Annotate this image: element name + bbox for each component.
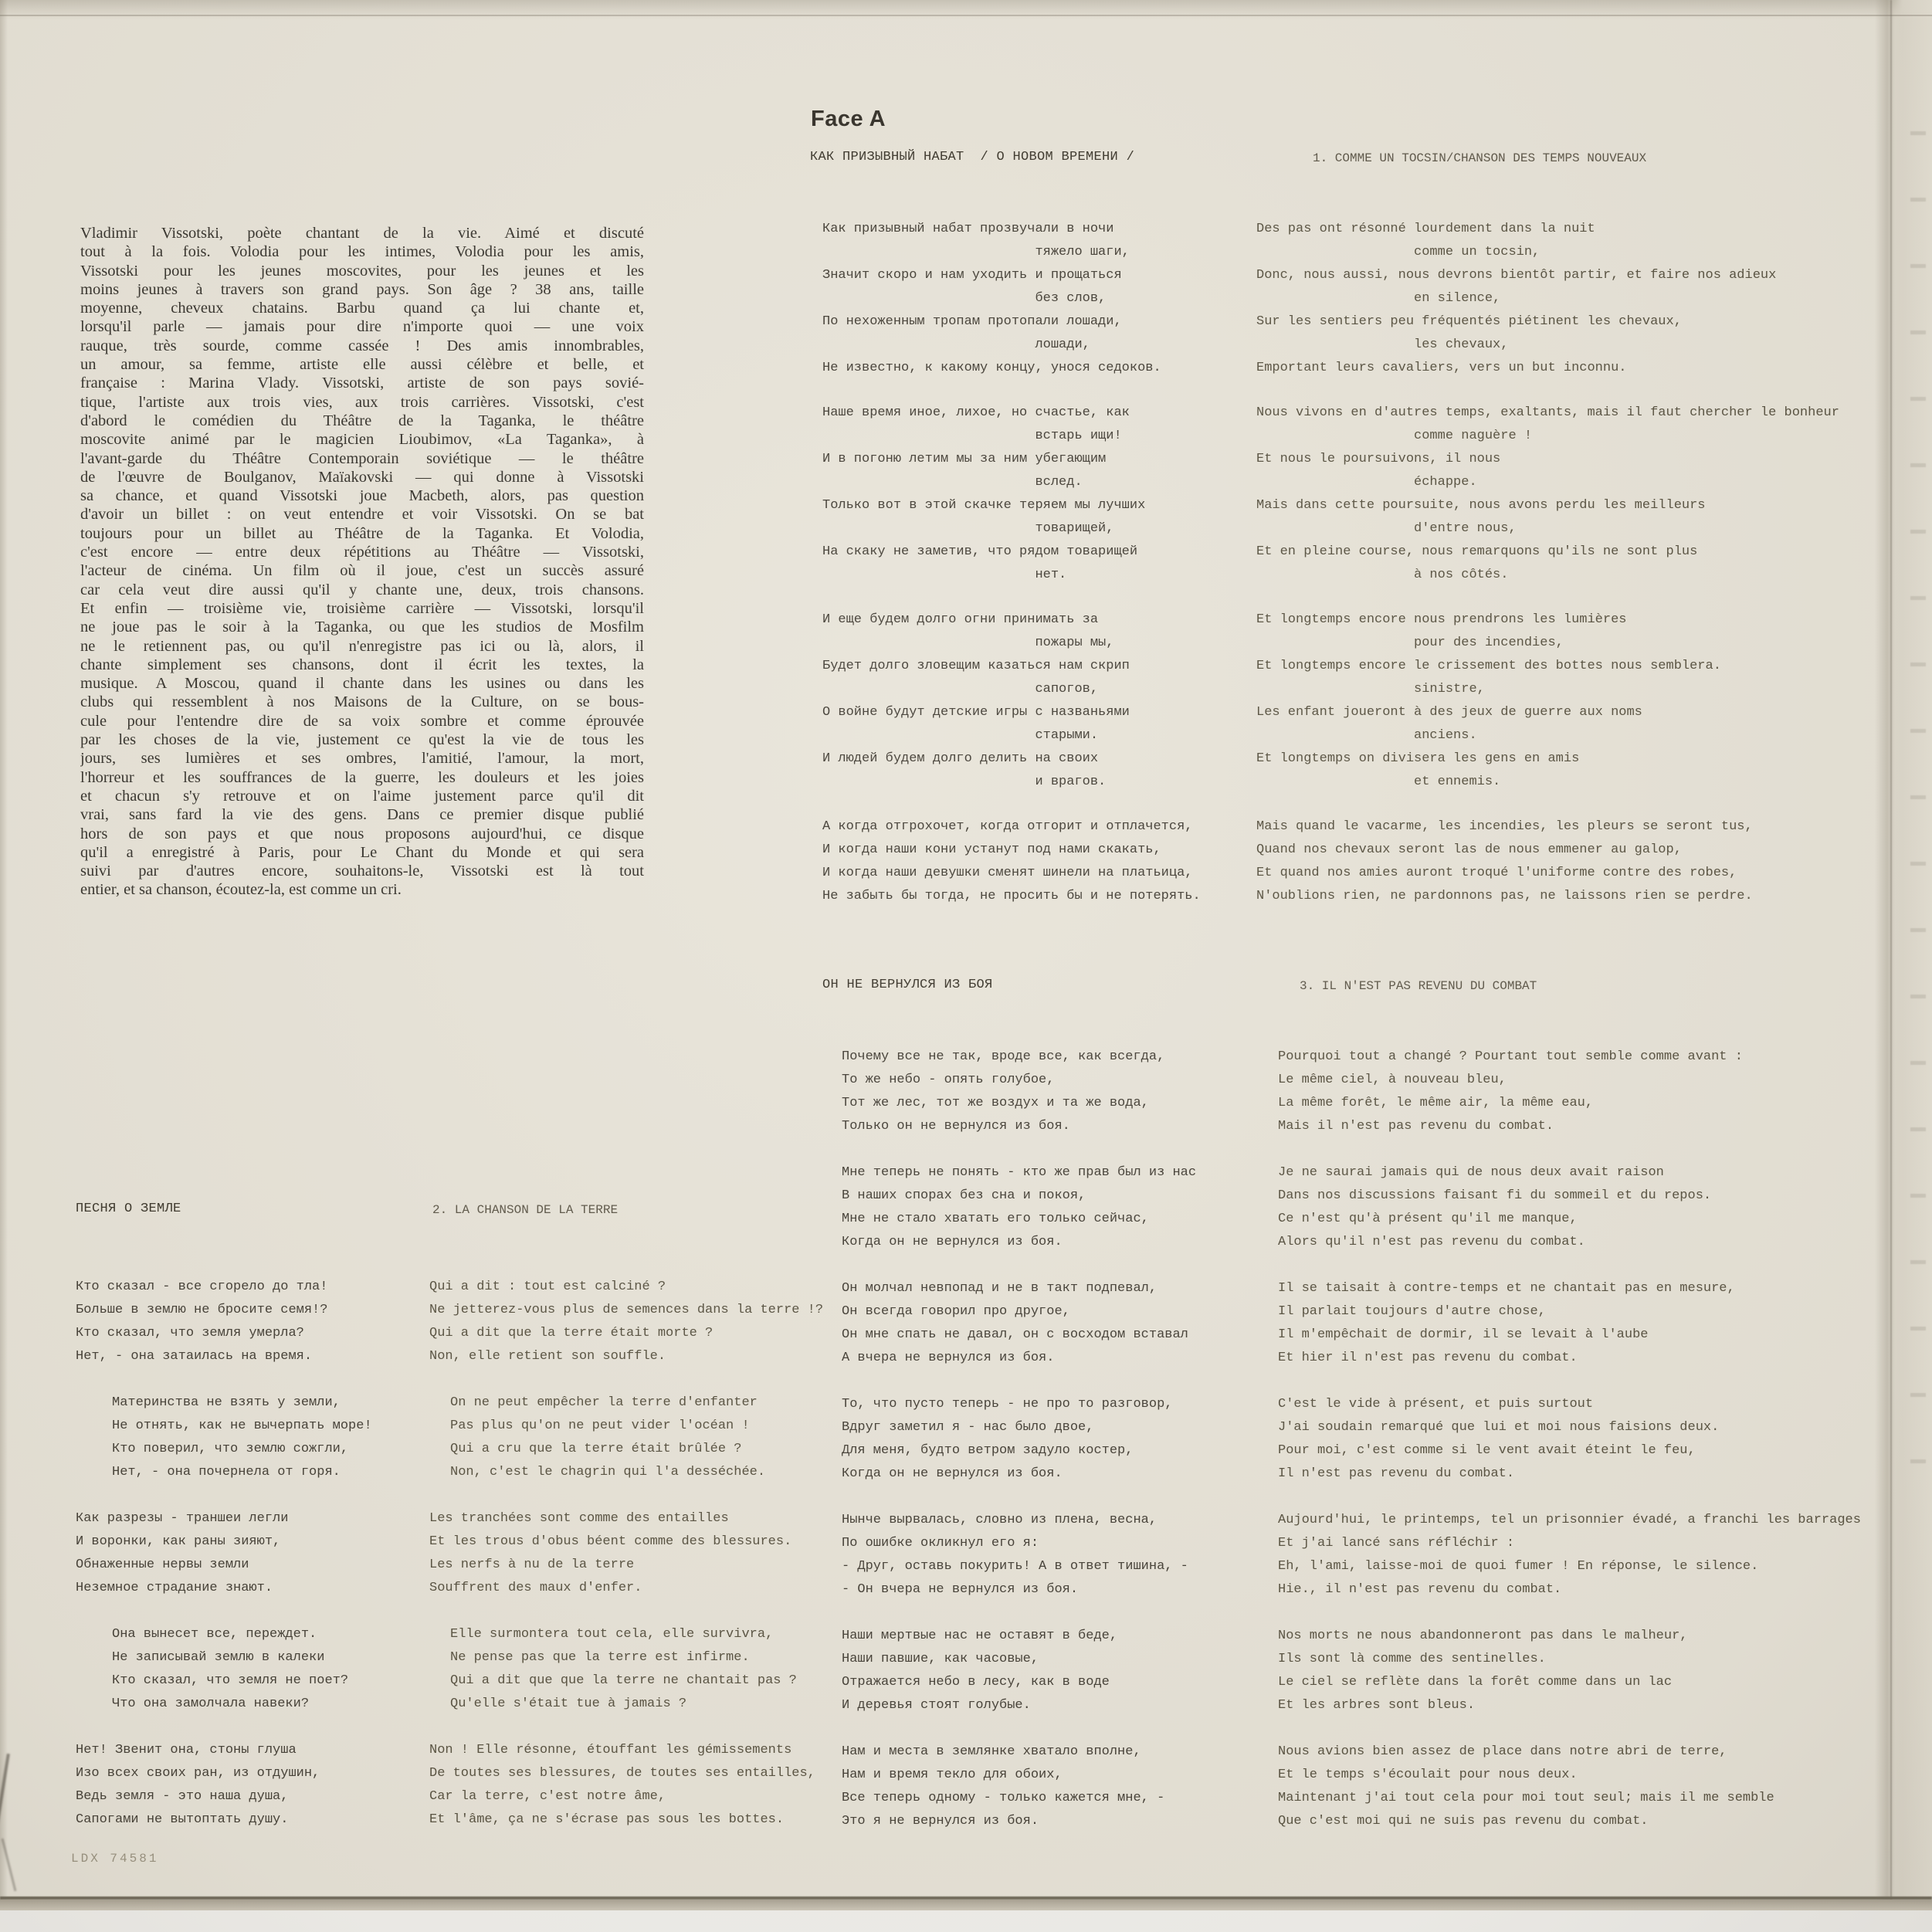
lyric-line: Кто сказал - все сгорело до тла! bbox=[76, 1280, 328, 1294]
lyric-line: В наших спорах без сна и покоя, bbox=[842, 1188, 1086, 1203]
text-line: ne le retiennent pas, ou qu'il n'enregistre pas ici ou là, alors, il bbox=[80, 637, 644, 655]
text-line: suivi par d'autres encore, souhaitons-le, Vissotski est là tout bbox=[80, 863, 644, 880]
lyric-line: Que c'est moi qui ne suis pas revenu du combat. bbox=[1278, 1814, 1649, 1829]
lyric-line: - Друг, оставь покурить! А в ответ тишина, - bbox=[842, 1559, 1188, 1574]
stanza bbox=[76, 1276, 372, 1368]
lyric-line: anciens. bbox=[1256, 728, 1477, 743]
lyric-line: Et hier il n'est pas revenu du combat. bbox=[1278, 1351, 1578, 1365]
lyric-line: Нет! Звенит она, стоны глуша bbox=[76, 1743, 297, 1757]
lyric-line: Dans nos discussions faisant fi du sommeil et du repos. bbox=[1278, 1188, 1712, 1203]
adjacent-panel-text-marks bbox=[1910, 131, 1926, 1506]
song3-lyrics-french bbox=[1278, 1046, 1861, 1856]
stanza bbox=[429, 1507, 823, 1600]
lyric-line: Что она замолчала навеки? bbox=[112, 1696, 310, 1711]
lyric-line: Сапогами не вытоптать душу. bbox=[76, 1812, 289, 1827]
lyric-line: Non ! Elle résonne, étouffant les gémissements bbox=[429, 1743, 792, 1757]
text-line: toujours pour un billet au Théâtre de la Taganka. Et Volodia, bbox=[80, 524, 644, 542]
stanza bbox=[842, 1393, 1196, 1486]
text-line: l'horreur et les souffrances de la guerre, les douleurs et les joies bbox=[80, 768, 644, 786]
lyric-line: Nous avions bien assez de place dans notre abri de terre, bbox=[1278, 1744, 1727, 1759]
text-line: moscovite animé par le magicien Lioubimov, «La Taganka», à bbox=[80, 431, 644, 449]
lyric-line: comme un tocsin, bbox=[1256, 245, 1541, 259]
song3-lyrics-russian bbox=[842, 1046, 1196, 1856]
stanza bbox=[112, 1391, 372, 1484]
lyric-line: Неземное страдание знают. bbox=[76, 1581, 273, 1595]
lyric-line: Les tranchées sont comme des entailles bbox=[429, 1511, 729, 1526]
lyric-line: Pourquoi tout a changé ? Pourtant tout semble comme avant : bbox=[1278, 1049, 1743, 1064]
text-line: moins jeunes à travers son grand pays. Son âge ? 38 ans, taille bbox=[80, 280, 644, 298]
lyric-line: Наше время иное, лихое, но счастье, как bbox=[822, 405, 1130, 420]
lyric-line: d'entre nous, bbox=[1256, 521, 1517, 536]
lyric-line: Emportant leurs cavaliers, vers un but inconnu. bbox=[1256, 361, 1627, 375]
lyric-line: Изо всех своих ран, из отдушин, bbox=[76, 1766, 320, 1781]
text-line: car cela veut dire aussi qu'il y chante une, deux, trois chansons. bbox=[80, 581, 644, 598]
stanza bbox=[1278, 1393, 1861, 1486]
lyric-line: Le ciel se reflète dans la forêt comme dans un lac bbox=[1278, 1675, 1673, 1690]
lyric-line: Il m'empêchait de dormir, il se levait à l'aube bbox=[1278, 1327, 1649, 1342]
lyric-line: нет. bbox=[822, 568, 1067, 582]
text-line: française : Marina Vlady. Vissotski, artiste de son pays sovié- bbox=[80, 375, 644, 392]
text-line: sa chance, et quand Vissotski joue Macbeth, alors, pas question bbox=[80, 487, 644, 505]
song3-title-russian: ОН НЕ ВЕРНУЛСЯ ИЗ БОЯ bbox=[822, 978, 993, 992]
lyric-line: J'ai soudain remarqué que lui et moi nous faisions deux. bbox=[1278, 1420, 1720, 1435]
sleeve-left-edge bbox=[0, 0, 8, 1900]
lyric-line: Не записывай землю в калеки bbox=[112, 1650, 325, 1665]
lyric-line: Sur les sentiers peu fréquentés piétinent les chevaux, bbox=[1256, 314, 1682, 329]
lyric-line: и врагов. bbox=[822, 774, 1107, 789]
sleeve-top-crease bbox=[0, 15, 1932, 16]
lyric-line: Les enfant joueront à des jeux de guerre aux noms bbox=[1256, 705, 1642, 720]
lyric-line: Как призывный набат прозвучали в ночи bbox=[822, 222, 1114, 236]
lyric-line: De toutes ses blessures, de toutes ses entailles, bbox=[429, 1766, 815, 1781]
text-line: ne joue pas le soir à la Taganka, ou que les studios de Mosfilm bbox=[80, 619, 644, 636]
lyric-line: без слов, bbox=[822, 291, 1107, 306]
stanza bbox=[450, 1623, 823, 1716]
lyric-line: pour des incendies, bbox=[1256, 636, 1564, 650]
stanza bbox=[1256, 218, 1839, 380]
text-line: un amour, sa femme, artiste elle aussi célèbre et belle, et bbox=[80, 356, 644, 374]
stanza bbox=[1256, 608, 1839, 794]
lyric-line: товарищей, bbox=[822, 521, 1114, 536]
lyric-line: Aujourd'hui, le printemps, tel un prisonnier évadé, a franchi les barrages bbox=[1278, 1513, 1861, 1527]
lyric-line: Et les arbres sont bleus. bbox=[1278, 1698, 1476, 1713]
lyric-line: И в погоню летим мы за ним убегающим bbox=[822, 452, 1107, 466]
lyric-line: Материнства не взять у земли, bbox=[112, 1395, 341, 1410]
lyric-line: Только он не вернулся из боя. bbox=[842, 1119, 1070, 1134]
lyric-line: Только вот в этой скачке теряем мы лучших bbox=[822, 498, 1146, 513]
lyric-line: Pas plus qu'on ne peut vider l'océan ! bbox=[450, 1418, 750, 1433]
lyric-line: Des pas ont résonné lourdement dans la nuit bbox=[1256, 222, 1595, 236]
lyric-line: лошади, bbox=[822, 337, 1090, 352]
lyric-line: Все теперь одному - только кажется мне, - bbox=[842, 1791, 1165, 1805]
lyric-line: Maintenant j'ai tout cela pour moi tout seul; mais il me semble bbox=[1278, 1791, 1774, 1805]
stanza bbox=[450, 1391, 823, 1484]
lyric-line: Non, elle retient son souffle. bbox=[429, 1349, 666, 1364]
lyric-line: Et quand nos amies auront troqué l'uniforme contre des robes, bbox=[1256, 866, 1737, 880]
catalog-number: LDX 74581 bbox=[71, 1852, 159, 1866]
text-line: Vissotski pour les jeunes moscovites, pour les jeunes et les bbox=[80, 262, 644, 280]
text-line: et chacun s'y retrouve et on l'aime justement parce qu'il dit bbox=[80, 787, 644, 805]
lyric-line: Quand nos chevaux seront las de nous emmener au galop, bbox=[1256, 842, 1682, 857]
lyric-line: Он молчал невпопад и не в такт подпевал, bbox=[842, 1281, 1158, 1296]
song1-title-russian: КАК ПРИЗЫВНЫЙ НАБАТ / О НОВОМ ВРЕМЕНИ / bbox=[810, 150, 1135, 164]
lyric-line: Ведь земля - это наша душа, bbox=[76, 1789, 289, 1804]
lyric-line: Нам и места в землянке хватало вполне, bbox=[842, 1744, 1141, 1759]
sleeve-top-edge bbox=[0, 0, 1932, 20]
text-line: tout à la fois. Volodia pour les intimes, Volodia pour les amis, bbox=[80, 243, 644, 261]
text-line: cule pour l'entendre dire de sa voix sombre et comme éprouvée bbox=[80, 712, 644, 730]
lyric-line: Et en pleine course, nous remarquons qu'ils ne sont plus bbox=[1256, 544, 1698, 559]
song3-title-french: 3. IL N'EST PAS REVENU DU COMBAT bbox=[1300, 979, 1537, 993]
stanza bbox=[842, 1509, 1196, 1602]
lyric-line: Когда он не вернулся из боя. bbox=[842, 1235, 1063, 1249]
stanza bbox=[76, 1739, 372, 1832]
lyric-line: échappe. bbox=[1256, 475, 1477, 490]
lyric-line: Наши павшие, как часовые, bbox=[842, 1652, 1039, 1666]
lyric-line: И еще будем долго огни принимать за bbox=[822, 612, 1099, 627]
lyric-line: Donc, nous aussi, nous devrons bientôt partir, et faire nos adieux bbox=[1256, 268, 1777, 283]
lyric-line: И когда наши кони устанут под нами скакать, bbox=[822, 842, 1161, 857]
lyric-line: On ne peut empêcher la terre d'enfanter bbox=[450, 1395, 758, 1410]
song1-lyrics-french bbox=[1256, 218, 1839, 930]
lyric-line: Il se taisait à contre-temps et ne chantait pas en mesure, bbox=[1278, 1281, 1735, 1296]
lyric-line: La même forêt, le même air, la même eau, bbox=[1278, 1096, 1594, 1110]
lyric-line: Souffrent des maux d'enfer. bbox=[429, 1581, 642, 1595]
lyric-line: - Он вчера не вернулся из боя. bbox=[842, 1582, 1079, 1597]
lyric-line: Qui a dit que la terre était morte ? bbox=[429, 1326, 713, 1341]
lyric-line: Ne jetterez-vous plus de semences dans la terre !? bbox=[429, 1303, 824, 1317]
lyric-line: Et longtemps encore nous prendrons les lumières bbox=[1256, 612, 1627, 627]
lyric-line: Не известно, к какому концу, унося седоков. bbox=[822, 361, 1161, 375]
stanza bbox=[1256, 402, 1839, 587]
lyric-line: Pour moi, c'est comme si le vent avait éteint le feu, bbox=[1278, 1443, 1696, 1458]
lyric-line: Et j'ai lancé sans réfléchir : bbox=[1278, 1536, 1515, 1551]
text-line: l'avant-garde du Théâtre Contemporain soviétique — le théâtre bbox=[80, 449, 644, 467]
lyric-line: сапогов, bbox=[822, 682, 1099, 697]
lyric-line: вслед. bbox=[822, 475, 1083, 490]
lyric-line: Это я не вернулся из боя. bbox=[842, 1814, 1039, 1829]
song2-title-russian: ПЕСНЯ О ЗЕМЛЕ bbox=[76, 1202, 181, 1216]
text-line: hors de son pays et que nous proposons aujourd'hui, ce disque bbox=[80, 825, 644, 842]
lyric-line: старыми. bbox=[822, 728, 1099, 743]
text-line: tique, l'artiste aux trois vies, aux trois carrières. Vissotski, c'est bbox=[80, 393, 644, 411]
text-line: d'abord le comédien du Théâtre de la Taganka, le théâtre bbox=[80, 412, 644, 429]
lyric-line: Et les trous d'obus béent comme des blessures. bbox=[429, 1534, 792, 1549]
lyric-line: comme naguère ! bbox=[1256, 429, 1533, 443]
stanza bbox=[822, 815, 1201, 908]
text-line: qu'il a enregistré à Paris, pour Le Chant du Monde et qui sera bbox=[80, 843, 644, 861]
stanza bbox=[822, 608, 1201, 794]
text-line: Et enfin — troisième vie, troisième carrière — Vissotski, lorsqu'il bbox=[80, 599, 644, 617]
stanza bbox=[76, 1507, 372, 1600]
lyric-line: То, что пусто теперь - не про то разговор, bbox=[842, 1397, 1173, 1412]
lyric-line: Et le temps s'écoulait pour nous deux. bbox=[1278, 1768, 1578, 1782]
lyric-line: Значит скоро и нам уходить и прощаться bbox=[822, 268, 1122, 283]
lyric-line: Qui a cru que la terre était brûlée ? bbox=[450, 1442, 742, 1456]
stanza bbox=[429, 1276, 823, 1368]
text-line: par les choses de la vie, justement ce qu'est la vie de tous les bbox=[80, 731, 644, 749]
lyric-line: Не отнять, как не вычерпать море! bbox=[112, 1418, 372, 1433]
lyric-line: Eh, l'ami, laisse-moi de quoi fumer ! En réponse, le silence. bbox=[1278, 1559, 1759, 1574]
stanza bbox=[1278, 1046, 1861, 1138]
stanza bbox=[112, 1623, 372, 1716]
lyric-line: Он мне спать не давал, он с восходом вставал bbox=[842, 1327, 1188, 1342]
text-line: l'acteur de cinéma. Un film où il joue, c'est un succès assuré bbox=[80, 562, 644, 580]
lyric-line: Mais quand le vacarme, les incendies, les pleurs se seront tus, bbox=[1256, 819, 1753, 834]
stanza bbox=[842, 1277, 1196, 1370]
lyric-line: Et longtemps encore le crissement des bottes nous semblera. bbox=[1256, 659, 1721, 673]
lyric-line: Кто сказал, что земля не поет? bbox=[112, 1673, 349, 1688]
lyric-line: Le même ciel, à nouveau bleu, bbox=[1278, 1073, 1507, 1087]
lyric-line: à nos côtés. bbox=[1256, 568, 1509, 582]
lyric-line: Ne pense pas que la terre est infirme. bbox=[450, 1650, 750, 1665]
lyric-line: И деревья стоят голубые. bbox=[842, 1698, 1031, 1713]
lyric-line: Когда он не вернулся из боя. bbox=[842, 1466, 1063, 1481]
lyric-line: Nous vivons en d'autres temps, exaltants, mais il faut chercher le bonheur bbox=[1256, 405, 1839, 420]
lyric-line: Она вынесет все, переждет. bbox=[112, 1627, 317, 1642]
lyric-line: Nos morts ne nous abandonneront pas dans le malheur, bbox=[1278, 1629, 1688, 1643]
lyric-line: И когда наши девушки сменят шинели на платьица, bbox=[822, 866, 1193, 880]
lyric-line: Больше в землю не бросите семя!? bbox=[76, 1303, 328, 1317]
text-line: entier, et sa chanson, écoutez-la, est comme un cri. bbox=[80, 881, 402, 899]
lyric-line: Et longtemps on divisera les gens en amis bbox=[1256, 751, 1580, 766]
text-line: d'avoir un billet : on veut entendre et voir Vissotski. On se bat bbox=[80, 506, 644, 524]
text-line: c'est encore — entre deux répétitions au Théâtre — Vissotski, bbox=[80, 544, 644, 561]
lyric-line: Мне не стало хватать его только сейчас, bbox=[842, 1212, 1149, 1226]
lyric-line: Hie., il n'est pas revenu du combat. bbox=[1278, 1582, 1562, 1597]
lyric-line: Кто сказал, что земля умерла? bbox=[76, 1326, 304, 1341]
lyric-line: en silence, bbox=[1256, 291, 1501, 306]
lyric-line: А вчера не вернулся из боя. bbox=[842, 1351, 1055, 1365]
text-line: moyenne, cheveux chatains. Barbu quand ça lui chante et, bbox=[80, 300, 644, 317]
lyric-line: На скаку не заметив, что рядом товарищей bbox=[822, 544, 1138, 559]
lyric-line: Et l'âme, ça ne s'écrase pas sous les bottes. bbox=[429, 1812, 785, 1827]
lyric-line: И воронки, как раны зияют, bbox=[76, 1534, 281, 1549]
sleeve-right-crease bbox=[1890, 0, 1892, 1901]
lyric-line: Ils sont là comme des sentinelles. bbox=[1278, 1652, 1546, 1666]
lyric-line: И людей будем долго делить на своих bbox=[822, 751, 1099, 766]
face-a-label: Face A bbox=[811, 107, 886, 131]
lyric-line: Нет, - она почернела от горя. bbox=[112, 1465, 341, 1480]
stanza bbox=[1278, 1277, 1861, 1370]
song2-lyrics-french bbox=[429, 1276, 823, 1855]
stanza bbox=[842, 1046, 1196, 1138]
lyric-line: Il n'est pas revenu du combat. bbox=[1278, 1466, 1515, 1481]
lyric-line: Qu'elle s'était tue à jamais ? bbox=[450, 1696, 687, 1711]
text-line: clubs qui ressemblent à nos Maisons de la Culture, on se bous- bbox=[80, 693, 644, 711]
stanza bbox=[822, 218, 1201, 380]
lyric-line: Et nous le poursuivons, il nous bbox=[1256, 452, 1501, 466]
lyric-line: Он всегда говорил про другое, bbox=[842, 1304, 1070, 1319]
stanza bbox=[1278, 1625, 1861, 1717]
lyric-line: Наши мертвые нас не оставят в беде, bbox=[842, 1629, 1118, 1643]
lyric-line: А когда отгрохочет, когда отгорит и отплачется, bbox=[822, 819, 1193, 834]
lyric-line: тяжело шаги, bbox=[822, 245, 1130, 259]
text-line: rauque, très sourde, comme cassée ! Des amis innombrables, bbox=[80, 337, 644, 354]
stanza bbox=[842, 1161, 1196, 1254]
stanza bbox=[822, 402, 1201, 587]
lyric-line: встарь ищи! bbox=[822, 429, 1122, 443]
lyric-line: пожары мы, bbox=[822, 636, 1114, 650]
stanza bbox=[1278, 1509, 1861, 1602]
text-line: de l'œuvre de Boulganov, Maïakovski — qui donne à Vissotski bbox=[80, 468, 644, 486]
song2-title-french: 2. LA CHANSON DE LA TERRE bbox=[432, 1203, 619, 1217]
lyric-line: Ce n'est qu'à présent qu'il me manque, bbox=[1278, 1212, 1578, 1226]
lyric-line: Il parlait toujours d'autre chose, bbox=[1278, 1304, 1546, 1319]
stanza bbox=[1278, 1740, 1861, 1833]
photo-background bbox=[0, 1910, 1932, 1932]
lyric-line: Qui a dit que que la terre ne chantait pas ? bbox=[450, 1673, 797, 1688]
lyric-line: et ennemis. bbox=[1256, 774, 1501, 789]
lyric-line: По нехоженным тропам протопали лошади, bbox=[822, 314, 1122, 329]
sleeve-bottom-edge bbox=[0, 1900, 1932, 1910]
stanza bbox=[842, 1740, 1196, 1833]
lyric-line: Мне теперь не понять - кто же прав был из нас bbox=[842, 1165, 1197, 1180]
stanza bbox=[1256, 815, 1839, 908]
lyric-line: Нет, - она затаилась на время. bbox=[76, 1349, 313, 1364]
song1-lyrics-russian bbox=[822, 218, 1201, 930]
lyric-line: Car la terre, c'est notre âme, bbox=[429, 1789, 666, 1804]
text-line: musique. A Moscou, quand il chante dans les usines ou dans les bbox=[80, 675, 644, 693]
lyric-line: sinistre, bbox=[1256, 682, 1485, 697]
lyric-line: C'est le vide à présent, et puis surtout bbox=[1278, 1397, 1594, 1412]
lyric-line: les chevaux, bbox=[1256, 337, 1509, 352]
text-line: vrai, sans fard la vie des gens. Dans ce premier disque publié bbox=[80, 806, 644, 824]
lyric-line: N'oublions rien, ne pardonnons pas, ne laissons rien se perdre. bbox=[1256, 889, 1753, 903]
lyric-line: Alors qu'il n'est pas revenu du combat. bbox=[1278, 1235, 1585, 1249]
lyric-line: Как разрезы - траншеи легли bbox=[76, 1511, 289, 1526]
lyric-line: Mais il n'est pas revenu du combat. bbox=[1278, 1119, 1554, 1134]
lyric-line: Non, c'est le chagrin qui l'a desséchée. bbox=[450, 1465, 766, 1480]
lyric-line: Отражается небо в лесу, как в воде bbox=[842, 1675, 1110, 1690]
lyric-line: Нам и время текло для обоих, bbox=[842, 1768, 1063, 1782]
text-line: jours, ses lumières et ses ombres, l'amitié, l'amour, la mort, bbox=[80, 750, 644, 768]
lyric-line: Обнаженные нервы земли bbox=[76, 1557, 249, 1572]
text-line: chante simplement ses chansons, dont il écrit les textes, la bbox=[80, 656, 644, 673]
stanza bbox=[1278, 1161, 1861, 1254]
lyric-line: Les nerfs à nu de la terre bbox=[429, 1557, 635, 1572]
lyric-line: Elle surmontera tout cela, elle survivra, bbox=[450, 1627, 774, 1642]
lyric-line: Вдруг заметил я - нас было двое, bbox=[842, 1420, 1094, 1435]
intro-paragraph bbox=[80, 224, 644, 900]
lyric-line: Je ne saurai jamais qui de nous deux avait raison bbox=[1278, 1165, 1664, 1180]
lyric-line: Mais dans cette poursuite, nous avons perdu les meilleurs bbox=[1256, 498, 1706, 513]
stanza bbox=[429, 1739, 823, 1832]
lyric-line: Будет долго зловещим казаться нам скрип bbox=[822, 659, 1130, 673]
song1-title-french: 1. COMME UN TOCSIN/CHANSON DES TEMPS NOUVEAUX bbox=[1313, 151, 1647, 165]
text-line: Vladimir Vissotski, poète chantant de la vie. Aimé et discuté bbox=[80, 225, 644, 242]
song2-lyrics-russian bbox=[76, 1276, 372, 1855]
lyric-line: Кто поверил, что землю сожгли, bbox=[112, 1442, 349, 1456]
lyric-line: Почему все не так, вроде все, как всегда, bbox=[842, 1049, 1165, 1064]
text-line: lorsqu'il parle — jamais pour dire n'importe quoi — une voix bbox=[80, 318, 644, 336]
lyric-line: Не забыть бы тогда, не просить бы и не потерять. bbox=[822, 889, 1201, 903]
lyric-line: Для меня, будто ветром задуло костер, bbox=[842, 1443, 1134, 1458]
lyric-line: Тот же лес, тот же воздух и та же вода, bbox=[842, 1096, 1149, 1110]
lyric-line: То же небо - опять голубое, bbox=[842, 1073, 1055, 1087]
stanza bbox=[842, 1625, 1196, 1717]
lyric-line: Qui a dit : tout est calciné ? bbox=[429, 1280, 666, 1294]
lyric-line: Нынче вырвалась, словно из плена, весна, bbox=[842, 1513, 1158, 1527]
lyric-line: По ошибке окликнул его я: bbox=[842, 1536, 1039, 1551]
lyric-line: О войне будут детские игры с названьями bbox=[822, 705, 1130, 720]
